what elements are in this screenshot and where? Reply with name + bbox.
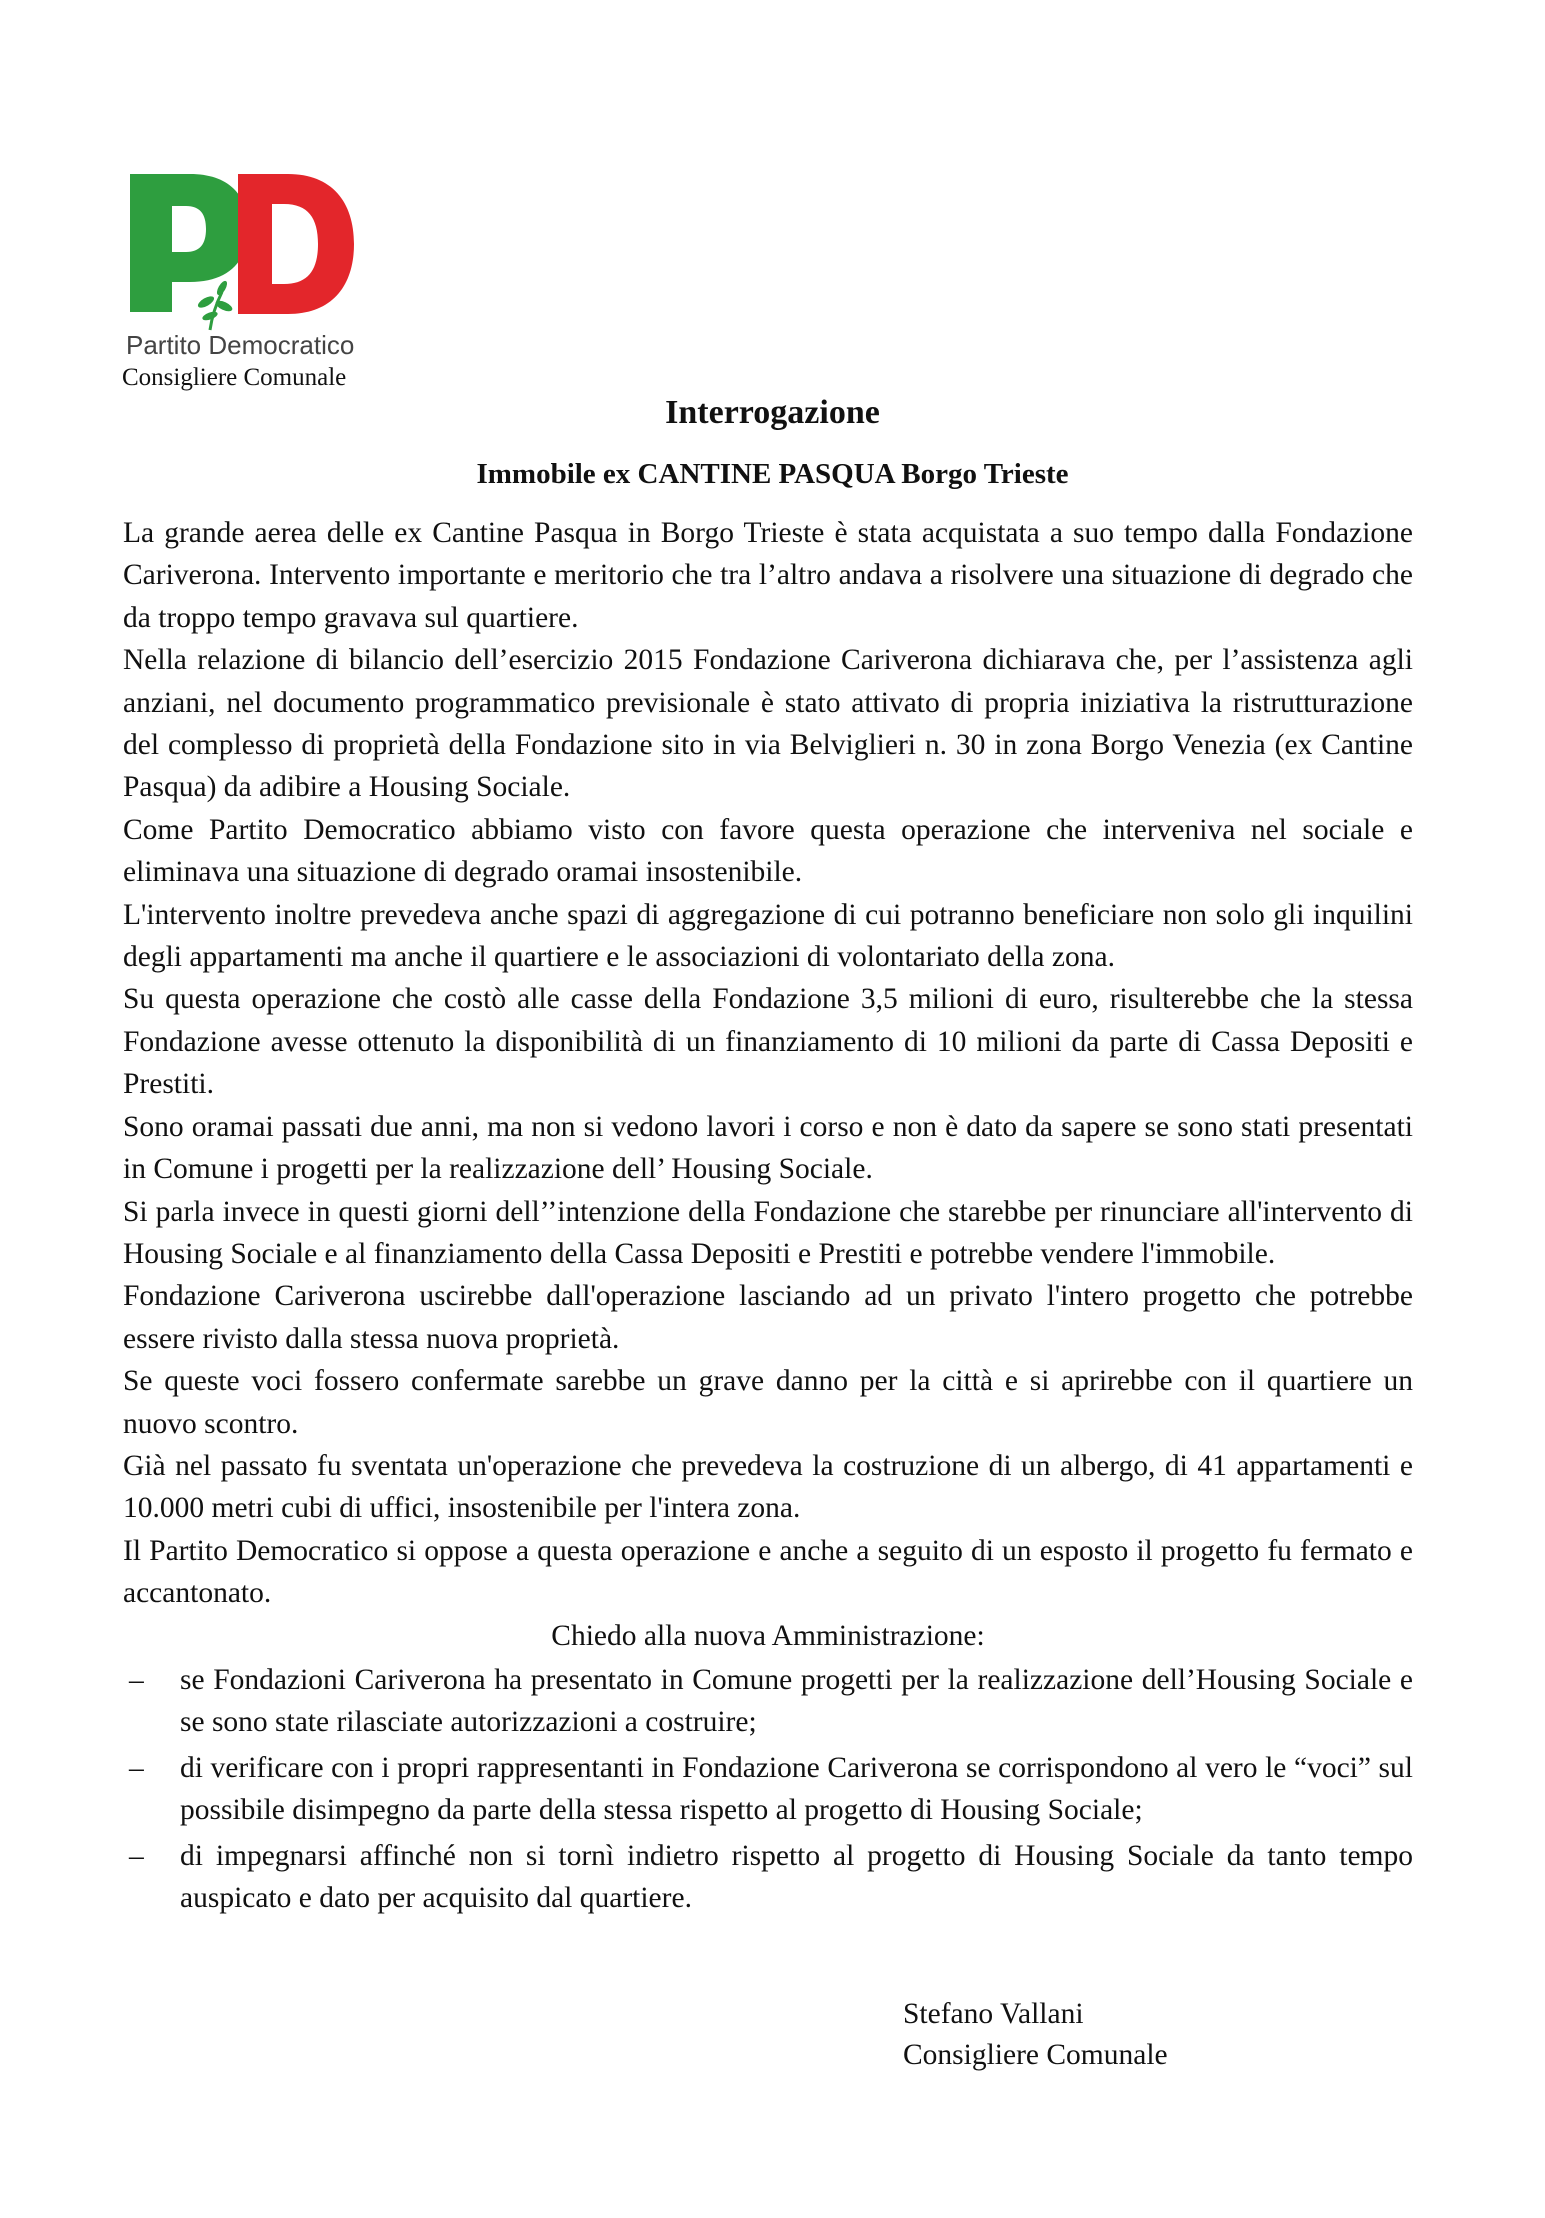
list-item (123, 1747, 1413, 1832)
paragraph: Fondazione Cariverona uscirebbe dall'operazione lasciando ad un privato l'intero progetto che potrebbe essere rivisto dalla stessa nuova proprietà. (123, 1280, 1413, 1355)
dash-bullet-icon: – (129, 1839, 144, 1872)
paragraph: Il Partito Democratico si oppose a questa operazione e anche a seguito di un esposto il progetto fu fermato e accantonato. (123, 1534, 1413, 1610)
paragraph: Si parla invece in questi giorni dell’’intenzione della Fondazione che starebbe per rinunciare all'intervento di Housing Sociale e al finanziamento della Cassa Depositi e Prestiti e potrebbe vendere l'immobile. (123, 1195, 1413, 1270)
request-text: se Fondazioni Cariverona ha presentato in Comune progetti per la realizzazione dell’Housing Sociale e se sono state rilasciate autorizzazioni a costruire; (180, 1663, 1413, 1739)
logo-wordmark: Partito Democratico (126, 330, 355, 360)
request-list (123, 1659, 1413, 1919)
paragraph: Come Partito Democratico abbiamo visto con favore questa operazione che interveniva nel sociale e eliminava una situazione di degrado oramai insostenibile. (123, 813, 1413, 889)
paragraph: L'intervento inoltre prevedeva anche spazi di aggregazione di cui potranno beneficiare non solo gli inquilini degli appartamenti ma anche il quartiere e le associazioni di volontariato della zona. (123, 898, 1413, 974)
header-role: Consigliere Comunale (122, 364, 347, 391)
paragraph: Già nel passato fu sventata un'operazione che prevedeva la costruzione di un albergo, di 41 appartamenti e 10.000 metri cubi di uffici, insostenibile per l'intera zona. (123, 1449, 1413, 1525)
request-text: di verificare con i propri rappresentanti in Fondazione Cariverona se corrispondono al vero le “voci” sul possibile disimpegno da parte della stessa rispetto al progetto di Housing Sociale; (180, 1751, 1413, 1827)
paragraph: Su questa operazione che costò alle casse della Fondazione 3,5 milioni di euro, risulterebbe che la stessa Fondazione avesse ottenuto la disponibilità di un finanziamento di 10 milioni da parte di Cassa Depositi e Prestiti. (123, 983, 1413, 1101)
paragraph: La grande aerea delle ex Cantine Pasqua in Borgo Trieste è stata acquistata a suo tempo dalla Fondazione Cariverona. Intervento importante e meritorio che tra l’altro andava a risolvere una situazione di degrado che da troppo tempo gravava sul quartiere. (123, 517, 1413, 634)
paragraph: Sono oramai passati due anni, ma non si vedono lavori i corso e non è dato da sapere se sono stati presentati in Comune i progetti per la realizzazione dell’ Housing Sociale. (123, 1110, 1413, 1186)
dash-bullet-icon: – (129, 1751, 144, 1784)
list-item (123, 1835, 1413, 1920)
dash-bullet-icon: – (129, 1663, 144, 1696)
signature-name: Stefano Vallani (903, 1998, 1084, 2030)
request-intro: Chiedo alla nuova Amministrazione: (551, 1619, 985, 1652)
signature-block (903, 1994, 1168, 2076)
document-title: Interrogazione (665, 394, 880, 431)
list-item (123, 1659, 1413, 1744)
paragraph: Nella relazione di bilancio dell’esercizio 2015 Fondazione Cariverona dichiarava che, per l’assistenza agli anziani, nel documento programmatico previsionale è stato attivato di propria iniziativa la ristrutturazione del complesso di proprietà della Fondazione sito in via Belviglieri n. 30 in zona Borgo Venezia (ex Cantine Pasqua) da adibire a Housing Sociale. (123, 644, 1413, 804)
paragraph: Se queste voci fossero confermate sarebbe un grave danno per la città e si aprirebbe con il quartiere un nuovo scontro. (123, 1365, 1413, 1440)
document-body (123, 512, 1413, 1922)
request-text: di impegnarsi affinché non si tornì indietro rispetto al progetto di Housing Sociale da tanto tempo auspicato e dato per acquisito dal quartiere. (180, 1839, 1413, 1914)
signature-role: Consigliere Comunale (903, 2039, 1168, 2071)
document-subtitle: Immobile ex CANTINE PASQUA Borgo Trieste (476, 458, 1069, 490)
